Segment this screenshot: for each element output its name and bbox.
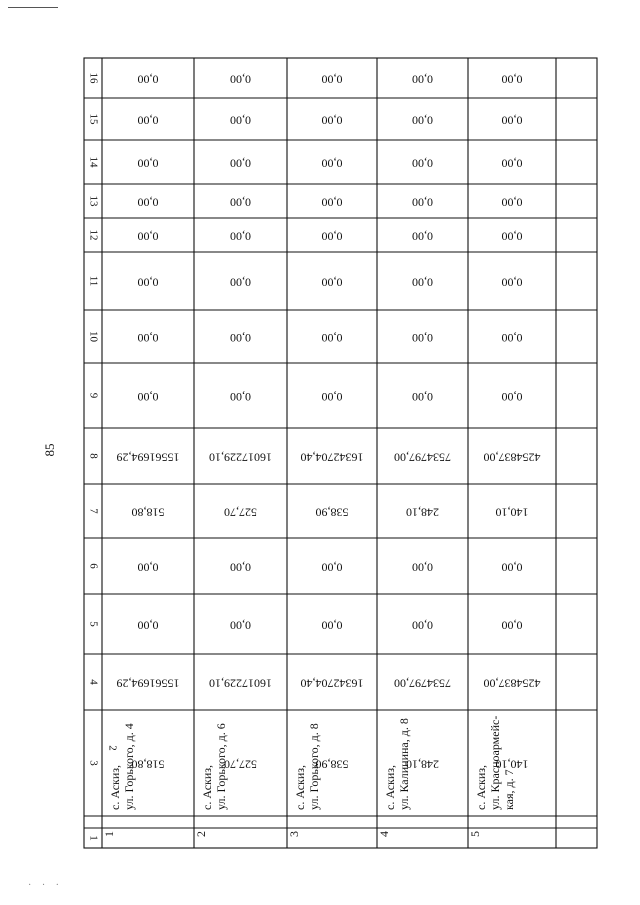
table-cell: 0,00 — [412, 229, 433, 244]
table-cell: 0,00 — [501, 275, 523, 290]
table-cell: 15561694,29 — [116, 450, 180, 465]
row-number: 4 — [376, 831, 391, 837]
table-cell: 0,00 — [137, 275, 159, 290]
address-cell: ул. Горького, д. 8 — [306, 723, 321, 810]
column-number: 10 — [87, 331, 100, 342]
table-cell: 0,00 — [230, 389, 251, 404]
table-cell: 0,00 — [137, 330, 159, 345]
row-number: 2 — [193, 831, 208, 837]
table-cell: 0,00 — [501, 156, 523, 171]
table-cell: 0,00 — [137, 389, 159, 404]
column-number: 2 — [106, 745, 119, 751]
table-cell: 0,00 — [321, 72, 343, 87]
table-cell: 0,00 — [501, 229, 523, 244]
table-cell: 7534797,00 — [394, 676, 451, 691]
table-cell: 0,00 — [501, 560, 523, 575]
table-cell: 0,00 — [137, 229, 159, 244]
address-cell: ул. Калинина, д. 8 — [396, 718, 411, 810]
address-cell: кая, д. 7 — [501, 769, 516, 810]
table-cell: 518,80 — [131, 505, 165, 520]
column-number: 3 — [87, 760, 100, 766]
address-cell: с. Аскиз, — [382, 764, 397, 810]
row-number: 3 — [286, 831, 301, 837]
column-number: 4 — [87, 679, 100, 685]
column-number: 15 — [87, 113, 100, 125]
table-cell: 0,00 — [412, 560, 433, 575]
table-cell: 0,00 — [501, 195, 523, 210]
column-number: 1 — [87, 835, 100, 841]
table-cell: 0,00 — [321, 113, 343, 128]
table-cell: 15561694,29 — [116, 676, 180, 691]
table-cell: 0,00 — [501, 330, 523, 345]
table-cell: 0,00 — [501, 389, 523, 404]
address-cell: ул. Горького, д. 6 — [213, 723, 228, 810]
top-rule — [8, 7, 58, 8]
table-cell: 4254837,00 — [483, 450, 541, 465]
table-cell: 0,00 — [412, 195, 433, 210]
table-cell: 0,00 — [137, 618, 159, 633]
table-cell: 4254837,00 — [483, 676, 541, 691]
table-cell: 538,90 — [315, 505, 349, 520]
table-cell: 248,10 — [406, 505, 439, 520]
rotated-data-table — [84, 58, 597, 848]
table-cell: 0,00 — [137, 560, 159, 575]
table-cell: 0,00 — [412, 113, 433, 128]
page-number: 85 — [42, 443, 57, 457]
table-cell: 0,00 — [501, 618, 523, 633]
table-cell: 0,00 — [137, 156, 159, 171]
table-cell: 0,00 — [230, 156, 251, 171]
table-cell: 0,00 — [412, 156, 433, 171]
table-cell: 0,00 — [230, 113, 251, 128]
table-cell: 0,00 — [321, 229, 343, 244]
table-cell: 7534797,00 — [394, 450, 451, 465]
table-cell: 0,00 — [137, 72, 159, 87]
table-cell: 518,80 — [131, 757, 165, 772]
table-cell: 0,00 — [501, 113, 523, 128]
row-number: 1 — [101, 831, 116, 837]
table-cell: 0,00 — [412, 275, 433, 290]
table-cell: 0,00 — [321, 330, 343, 345]
column-number: 11 — [87, 275, 100, 287]
table-cell: 538,90 — [315, 757, 349, 772]
table-cell: 0,00 — [321, 618, 343, 633]
table-cell: 0,00 — [412, 72, 433, 87]
table-cell: 0,00 — [230, 618, 251, 633]
table-cell: 16342704,40 — [300, 450, 364, 465]
column-number: 16 — [87, 72, 100, 84]
table-cell: 0,00 — [321, 156, 343, 171]
table-cell: 140,10 — [495, 505, 529, 520]
table-cell: 0,00 — [230, 229, 251, 244]
address-cell: с. Аскиз, — [292, 764, 307, 810]
table-cell: 0,00 — [321, 560, 343, 575]
table-grid — [84, 58, 597, 848]
address-cell: ул. Красноармейс- — [487, 715, 502, 810]
table-cell: 527,70 — [224, 757, 257, 772]
address-cell: ул. Горького, д. 4 — [121, 723, 136, 810]
table-cell: 0,00 — [412, 389, 433, 404]
table-cell: 140,10 — [495, 757, 529, 772]
table-cell: 0,00 — [412, 330, 433, 345]
table-cell: 0,00 — [230, 195, 251, 210]
table-cell: 16342704,40 — [300, 676, 364, 691]
table-cell: 248,10 — [406, 757, 439, 772]
table-cell: 16017229,10 — [209, 450, 272, 465]
table-cell: 0,00 — [321, 275, 343, 290]
column-number: 14 — [87, 156, 100, 168]
column-number: 5 — [87, 621, 100, 627]
table-cell: 0,00 — [137, 113, 159, 128]
column-number: 9 — [87, 392, 100, 399]
address-cell: с. Аскиз, — [107, 764, 122, 810]
row-number: 5 — [467, 831, 482, 837]
address-cell: с. Аскиз, — [473, 764, 488, 810]
table-cell: 527,70 — [224, 505, 257, 520]
table-cell: 0,00 — [230, 330, 251, 345]
column-number: 6 — [87, 563, 100, 569]
table-cell: 0,00 — [230, 275, 251, 290]
scan-specks: · · · — [28, 880, 63, 891]
column-number: 12 — [87, 229, 100, 241]
table-cell: 0,00 — [230, 560, 251, 575]
column-number: 7 — [87, 508, 100, 514]
table-cell: 0,00 — [412, 618, 433, 633]
table-cell: 0,00 — [501, 72, 523, 87]
table-cell: 0,00 — [321, 389, 343, 404]
column-number: 8 — [87, 453, 100, 459]
address-cell: с. Аскиз, — [199, 764, 214, 810]
table-cell: 0,00 — [321, 195, 343, 210]
column-number: 13 — [87, 195, 100, 207]
table-cell: 0,00 — [137, 195, 159, 210]
table-cell: 16017229,10 — [209, 676, 272, 691]
table-cell: 0,00 — [230, 72, 251, 87]
